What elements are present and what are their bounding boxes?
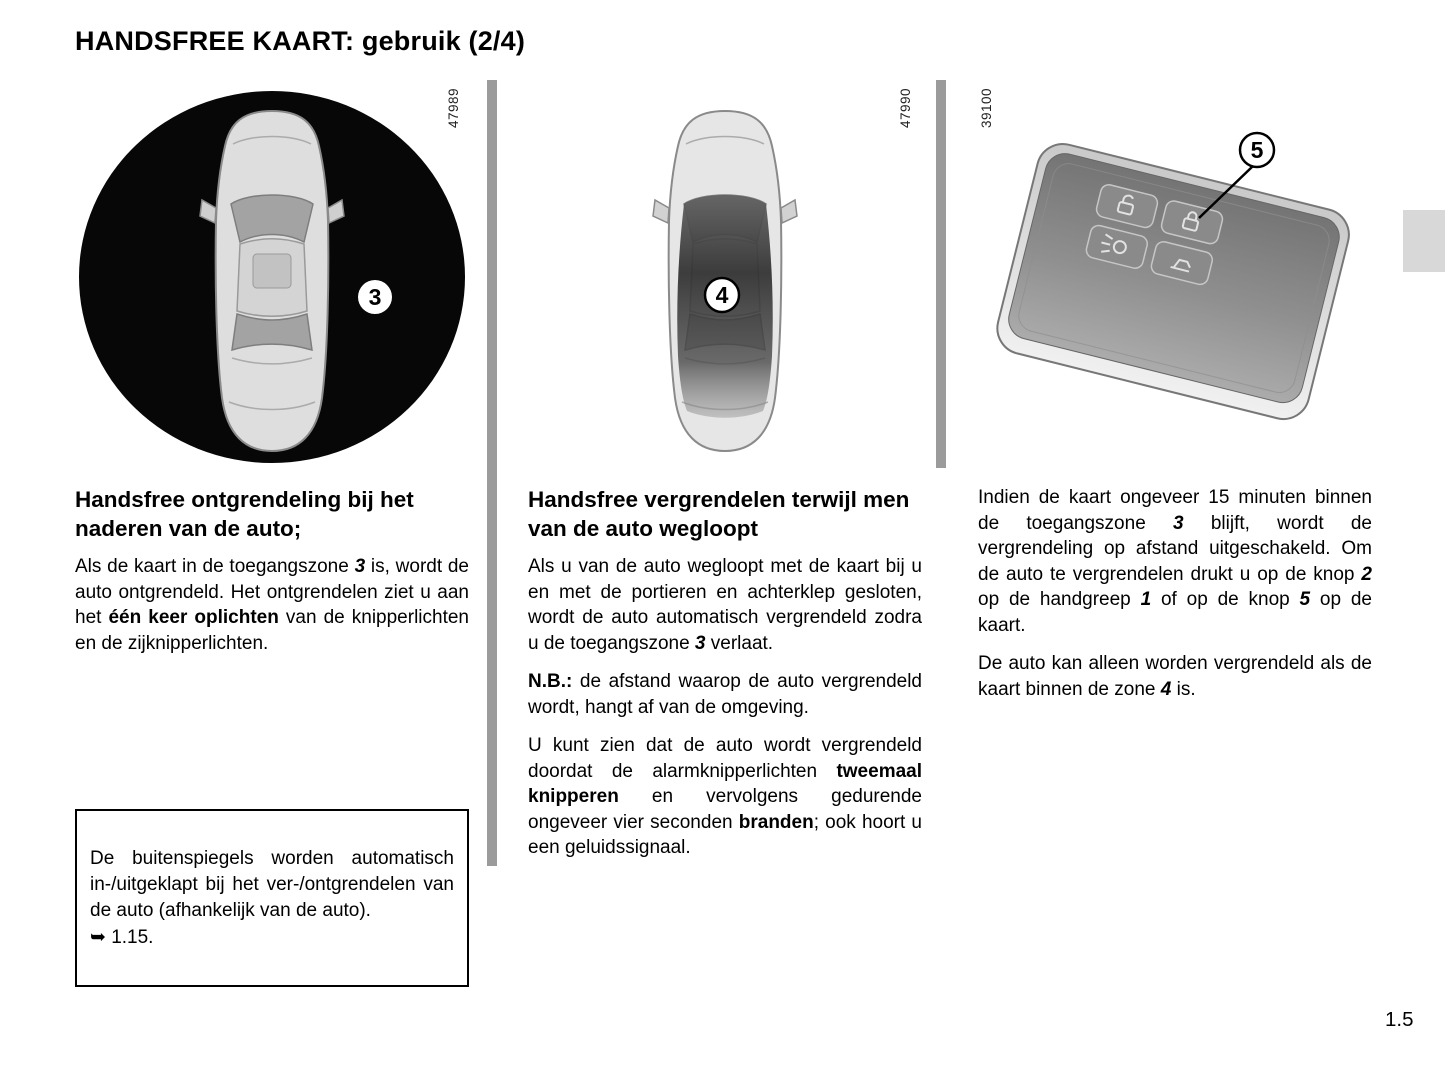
car-lock-zone-illustration: [528, 84, 922, 474]
figure-ref-number: 39100: [979, 88, 994, 129]
callout-5-label: 5: [1250, 137, 1264, 163]
paragraph: N.B.: de afstand waarop de auto vergrendeld wordt, hangt af van de omgeving.: [528, 671, 922, 718]
paragraph: U kunt zien dat de auto wordt vergrendeld doordat de alarmknipperlichten tweemaal knipperen en vervolgens gedurende ongeveer vier seconden branden; ook hoort u een geluidssignaal.: [528, 735, 922, 858]
car-unlock-zone-illustration: [75, 84, 469, 474]
column-lock-text: [528, 485, 922, 874]
figure-car-unlock-zone: [75, 84, 469, 479]
column-unlock-text: [75, 485, 469, 669]
figure-ref-number: 47989: [446, 88, 461, 129]
paragraph: Indien de kaart ongeveer 15 minuten binnen de toegangszone 3 blijft, wordt de vergrendeling op afstand uitgeschakeld. Om de auto te vergrendelen drukt u op de knop 2 op de handgreep 1 of op de knop 5 op de kaart.: [978, 487, 1373, 636]
paragraph: Als de kaart in de toegangszone 3 is, wordt de auto ontgrendeld. Het ontgrendelen ziet u aan het één keer oplichten van de knipperlichten en de zijknipperlichten.: [75, 556, 469, 654]
callout-4-badge: [705, 278, 739, 312]
callout-4-label: 4: [715, 282, 729, 308]
page-title: HANDSFREE KAART: gebruik (2/4): [75, 26, 526, 56]
car-top-view: [200, 111, 344, 451]
note-box-reference: ➥ 1.15.: [90, 926, 154, 948]
page-edge-tab: [1403, 210, 1445, 272]
note-box: [75, 809, 469, 987]
paragraph: Als u van de auto wegloopt met de kaart bij u en met de portieren en achterklep gesloten, wordt de auto automatisch vergrendeld zodra u de toegangszone 3 verlaat.: [528, 556, 922, 654]
left-mirror: [653, 200, 669, 223]
section-heading-lock: Handsfree vergrendelen terwijl men van de auto wegloopt: [528, 487, 910, 541]
note-box-text: De buitenspiegels worden automatisch in-/uitgeklapt bij het ver-/ontgrendelen van de auto (afhankelijk van de auto).: [90, 847, 454, 921]
sunroof: [253, 254, 291, 288]
callout-5-badge: [1240, 133, 1274, 167]
column-keycard-text: [978, 485, 1372, 715]
keycard-illustration: [985, 100, 1365, 472]
figure-keycard: [985, 100, 1365, 477]
column-divider: [487, 80, 497, 866]
paragraph: De auto kan alleen worden vergrendeld als de kaart binnen de zone 4 is.: [978, 653, 1372, 700]
callout-3-label: 3: [368, 284, 382, 310]
keycard-body: [992, 139, 1355, 425]
page-number: 1.5: [1385, 1008, 1414, 1031]
right-mirror: [781, 200, 797, 223]
column-divider: [936, 80, 946, 468]
figure-ref-number: 47990: [898, 88, 913, 129]
figure-car-lock-zone: [528, 84, 922, 479]
callout-3-badge: [358, 280, 392, 314]
windshield: [231, 195, 313, 242]
section-heading-unlock: Handsfree ontgrendeling bij het naderen van de auto;: [75, 487, 414, 541]
rear-window: [232, 314, 312, 350]
